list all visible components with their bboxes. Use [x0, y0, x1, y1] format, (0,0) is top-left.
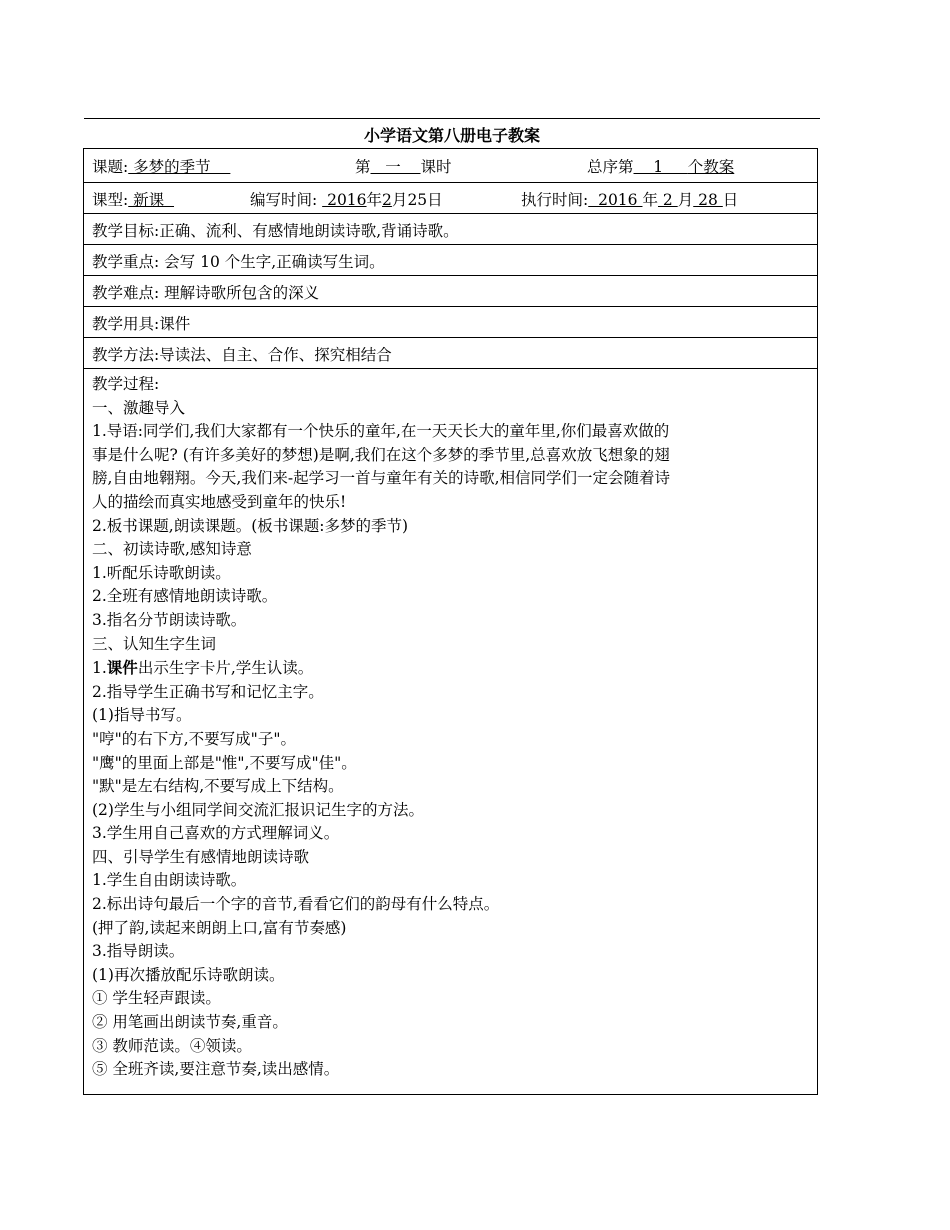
process-line: 1.导语:同学们,我们大家都有一个快乐的童年,在一天天长大的童年里,你们最喜欢做的 [92, 422, 670, 441]
process-line: 2.板书课题,朗读课题。(板书课题:多梦的季节) [92, 516, 409, 535]
process-line: 3.指导朗读。 [92, 942, 185, 961]
teaching-process [84, 368, 817, 1094]
process-line: 一、激趣导入 [92, 398, 186, 417]
process-line: 二、初读诗歌,感知诗意 [92, 540, 252, 559]
lesson-period-value: 一 [370, 158, 421, 176]
teaching-difficulty: 教学难点: 理解诗歌所包含的深义 [84, 275, 817, 306]
document-title: 小学语文第八册电子教案 [363, 126, 540, 145]
lesson-sequence: 总序第 1 个教案 [587, 158, 735, 176]
top-rule [84, 118, 820, 119]
process-line: (2)学生与小组同学间交流汇报识记生字的方法。 [92, 800, 424, 819]
process-line: ① 学生轻声跟读。 [92, 989, 221, 1008]
process-line: 3.指名分节朗读诗歌。 [92, 610, 247, 629]
lesson-plan-table [83, 148, 818, 1095]
lesson-type-value: 新课 [128, 191, 175, 209]
process-line: 人的描绘而真实地感受到童年的快乐! [92, 492, 347, 511]
lesson-topic: 课题: 多梦的季节 [92, 158, 231, 176]
process-line: 2.指导学生正确书写和记忆主字。 [92, 682, 324, 701]
process-line: 1.学生自由朗读诗歌。 [92, 871, 247, 890]
teaching-method: 教学方法:导读法、自主、合作、探究相结合 [84, 337, 817, 368]
execute-date: 执行时间: 2016 年 2 月 28 日 [521, 191, 739, 209]
process-line: ⑤ 全班齐读,要注意节奏,读出感情。 [92, 1060, 340, 1079]
process-line: 事是什么呢? (有许多美好的梦想)是啊,我们在这个多梦的季节里,总喜欢放飞想象的翅 [92, 445, 670, 464]
process-line: (押了韵,读起来朗朗上口,富有节奏感) [92, 918, 347, 937]
write-date: 编写时间: 2016年2月25日 [250, 191, 443, 209]
process-line: ② 用笔画出朗读节奏,重音。 [92, 1013, 288, 1032]
lesson-topic-value: 多梦的季节 [128, 158, 231, 176]
lesson-type: 课型: 新课 [92, 191, 175, 209]
header-row-1 [84, 149, 817, 182]
header-row-2 [84, 182, 817, 213]
process-line: (1)指导书写。 [92, 706, 192, 725]
teaching-focus: 教学重点: 会写 10 个生字,正确读写生词。 [84, 244, 817, 275]
courseware-bold: 课件 [106, 658, 138, 678]
process-line: (1)再次播放配乐诗歌朗读。 [92, 965, 285, 984]
process-line: 膀,自由地翱翔。今天,我们来-起学习一首与童年有关的诗歌,相信同学们一定会随着诗 [92, 469, 671, 488]
lesson-period: 第 一 课时 [355, 158, 452, 176]
process-line: 1.课件出示生字卡片,学生认读。 [92, 658, 314, 678]
teaching-tools: 教学用具:课件 [84, 306, 817, 337]
process-line: "鹰"的里面上部是"惟",不要写成"佳"。 [92, 753, 357, 772]
process-line: 2.全班有感情地朗读诗歌。 [92, 587, 278, 606]
process-line: "哼"的右下方,不要写成"子"。 [92, 729, 296, 748]
lesson-sequence-value: 1 个教案 [633, 158, 735, 176]
process-line: 四、引导学生有感情地朗读诗歌 [92, 847, 310, 866]
process-line: 三、认知生字生词 [92, 634, 217, 653]
process-line: 2.标出诗句最后一个字的音节,看看它们的韵母有什么特点。 [92, 895, 500, 914]
process-line: "默"是左右结构,不要写成上下结构。 [92, 777, 344, 796]
process-line: ③ 教师范读。④领读。 [92, 1036, 252, 1055]
process-line: 3.学生用自己喜欢的方式理解词义。 [92, 824, 340, 843]
process-line: 1.听配乐诗歌朗读。 [92, 563, 231, 582]
teaching-goal: 教学目标:正确、流利、有感情地朗读诗歌,背诵诗歌。 [84, 213, 817, 244]
process-line: 教学过程: [92, 375, 160, 393]
